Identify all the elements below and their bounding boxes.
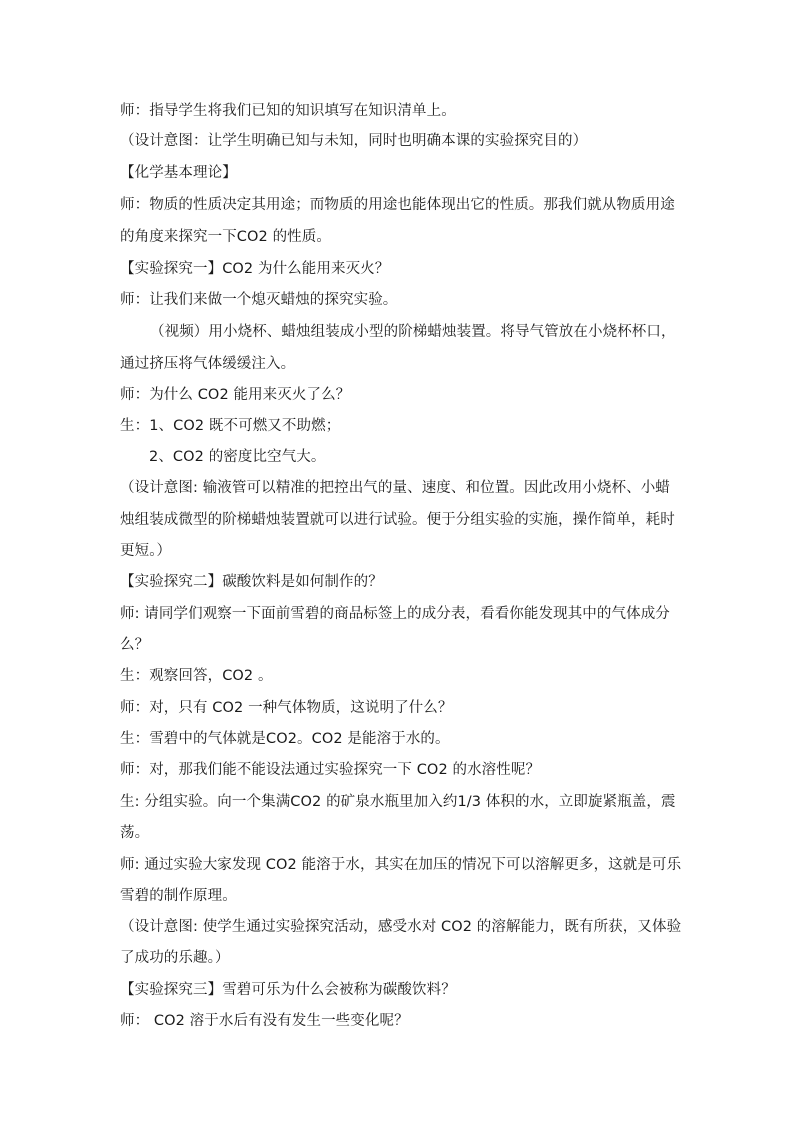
- teacher-line: 师：指导学生将我们已知的知识填写在知识清单上。: [120, 103, 456, 119]
- teacher-line: 师： CO2 溶于水后有没有发生一些变化呢？: [120, 1013, 409, 1029]
- teacher-line: 师：为什么 CO2 能用来灭火了么？: [120, 387, 351, 403]
- teacher-line: 师: 通过实验大家发现 CO2 能溶于水，其实在加压的情况下可以溶解更多，这就是可乐: [120, 857, 682, 873]
- video-description: （视频）用小烧杯、蜡烛组装成小型的阶梯蜡烛装置。将导气管放在小烧杯杯口，: [150, 324, 676, 340]
- student-line: 生：雪碧中的气体就是CO2。CO2 是能溶于水的。: [120, 731, 450, 747]
- teacher-line: 师: 请同学们观察一下面前雪碧的商品标签上的成分表，看看你能发现其中的气体成分: [120, 606, 670, 622]
- design-intent-note-continued: 更短。）: [120, 543, 172, 559]
- video-description-continued: 通过挤压将气体缓缓注入。: [120, 356, 296, 372]
- student-line-continued: 荡。: [120, 825, 150, 841]
- section-heading: 【实验探究一】CO2 为什么能用来灭火？: [120, 261, 390, 277]
- design-intent-note: （设计意图: 使学生通过实验探究活动，感受水对 CO2 的溶解能力，既有所获，又体验: [120, 919, 682, 935]
- student-line: 生：观察回答，CO2 。: [120, 668, 273, 684]
- student-line-continued: 2、CO2 的密度比空气大。: [149, 449, 326, 465]
- teacher-line: 师：对，只有 CO2 一种气体物质，这说明了什么？: [120, 700, 453, 716]
- design-intent-note-continued: 了成功的乐趣。）: [120, 950, 230, 966]
- teacher-line: 师：物质的性质决定其用途；而物质的用途也能体现出它的性质。那我们就从物质用途: [120, 197, 675, 213]
- teacher-line-continued: 么？: [120, 637, 150, 653]
- section-heading: 【实验探究三】雪碧可乐为什么会被称为碳酸饮料？: [120, 982, 456, 998]
- design-intent-note: （设计意图：让学生明确已知与未知，同时也明确本课的实验探究目的）: [120, 133, 588, 149]
- section-heading: 【化学基本理论】: [120, 165, 237, 181]
- student-line: 生: 分组实验。向一个集满CO2 的矿泉水瓶里加入约1/3 体积的水，立即旋紧瓶盖，震: [120, 794, 676, 810]
- teacher-line: 师：让我们来做一个熄灭蜡烛的探究实验。: [120, 292, 398, 308]
- teacher-line: 师：对，那我们能不能设法通过实验探究一下 CO2 的水溶性呢？: [120, 762, 541, 778]
- teacher-line-continued: 的角度来探究一下CO2 的性质。: [120, 229, 331, 245]
- section-heading: 【实验探究二】碳酸饮料是如何制作的？: [120, 574, 383, 590]
- student-line: 生：1、CO2 既不可燃又不助燃；: [120, 418, 341, 434]
- teacher-line-continued: 雪碧的制作原理。: [120, 888, 237, 904]
- design-intent-note-continued: 烛组装成微型的阶梯蜡烛装置就可以进行试验。便于分组实验的实施，操作简单，耗时: [120, 512, 675, 528]
- design-intent-note: （设计意图: 输液管可以精准的把控出气的量、速度、和位置。因此改用小烧杯、小蜡: [120, 480, 670, 496]
